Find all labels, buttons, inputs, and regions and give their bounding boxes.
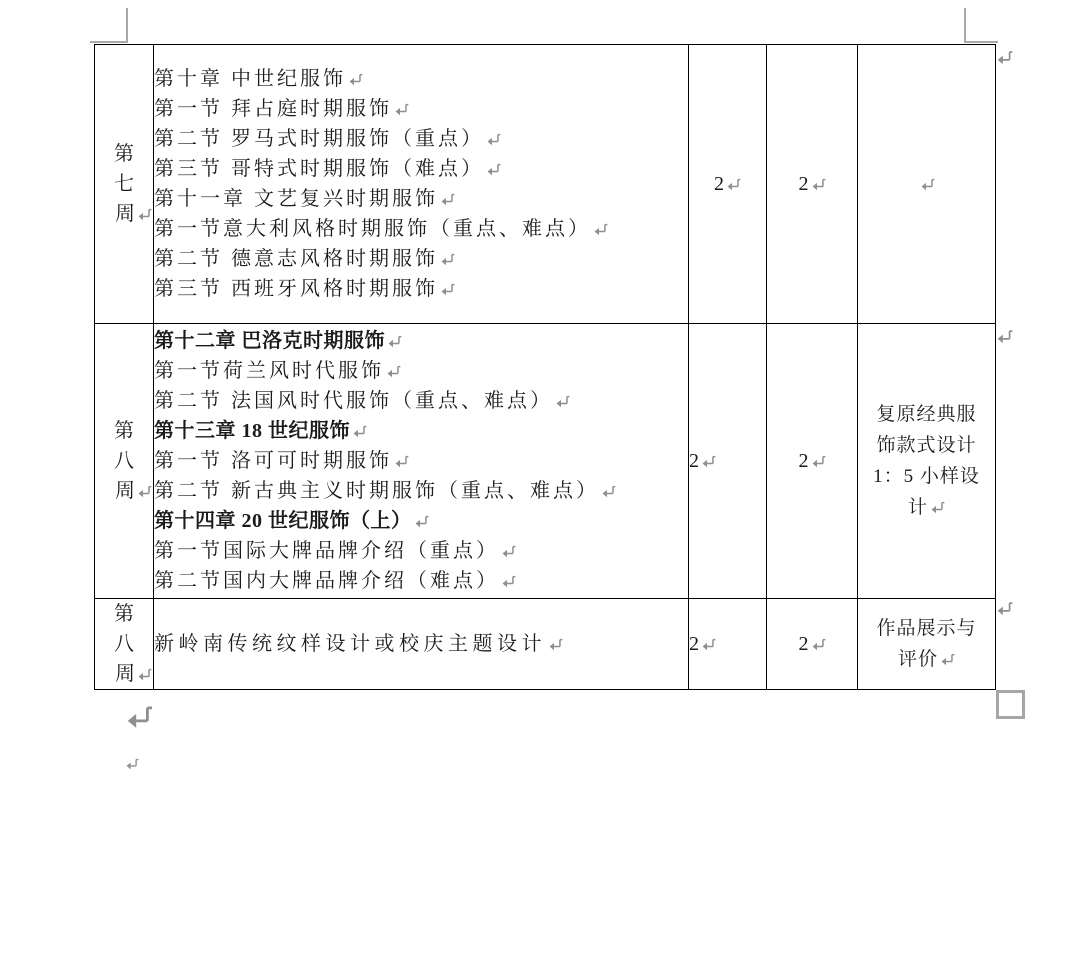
hours-value: 2 [798, 172, 809, 195]
content-line-text: 第十四章 20 世纪服饰（上） [154, 510, 412, 532]
content-line-text: 第一节意大利风格时期服饰（重点、难点） [154, 218, 591, 240]
pilcrow-icon [930, 501, 945, 514]
pilcrow-icon [137, 208, 152, 221]
content-line [154, 536, 688, 566]
content-line-text: 第三节 哥特式时期服饰（难点） [154, 158, 484, 180]
week-char: 八 [114, 450, 134, 472]
row-end-pilcrow-icon [996, 50, 1013, 65]
pilcrow-icon [601, 485, 616, 498]
pilcrow-icon [940, 653, 955, 666]
pilcrow-icon [593, 223, 608, 236]
hours-col-a-cell[interactable] [689, 324, 767, 599]
note-cell[interactable] [858, 324, 996, 599]
content-line-text: 第十二章 巴洛克时期服饰 [154, 330, 385, 352]
week-char: 周 [115, 663, 135, 685]
hours-col-b-cell[interactable] [767, 324, 858, 599]
content-line [154, 64, 688, 94]
content-line [154, 244, 688, 274]
content-line [154, 386, 688, 416]
course-schedule-table [94, 44, 996, 690]
content-line [154, 356, 688, 386]
content-line-text: 第一节国际大牌品牌介绍（重点） [154, 540, 499, 562]
row-end-pilcrow-icon [996, 329, 1013, 344]
week-char: 八 [114, 633, 134, 655]
pilcrow-icon [501, 545, 516, 558]
margin-crop-mark-top-left-horizontal [90, 41, 128, 43]
content-line [154, 629, 688, 659]
pilcrow-icon [996, 329, 1013, 344]
hours-value: 2 [689, 632, 699, 655]
pilcrow-icon [811, 178, 826, 191]
pilcrow-icon [125, 704, 153, 730]
content-cell[interactable] [154, 599, 689, 690]
pilcrow-icon [352, 425, 367, 438]
content-line [154, 274, 688, 304]
content-line-text: 新岭南传统纹样设计或校庆主题设计 [154, 633, 546, 655]
content-line [154, 154, 688, 184]
margin-crop-mark-top-right-vertical [964, 8, 966, 43]
pilcrow-icon [811, 455, 826, 468]
pilcrow-icon [137, 485, 152, 498]
pilcrow-icon [555, 395, 570, 408]
content-line [154, 326, 688, 356]
note-line-text: 饰款式设计 [876, 435, 977, 456]
week-char: 周 [115, 203, 135, 225]
week-cell[interactable] [95, 45, 154, 324]
pilcrow-icon [440, 283, 455, 296]
content-line [154, 214, 688, 244]
table-row [95, 599, 996, 690]
pilcrow-icon [920, 178, 935, 191]
pilcrow-icon [125, 758, 139, 770]
content-line-text: 第一节 洛可可时期服饰 [154, 450, 392, 472]
content-line-text: 第二节 德意志风格时期服饰 [154, 248, 438, 270]
content-line [154, 184, 688, 214]
note-cell[interactable] [858, 599, 996, 690]
hours-value: 2 [689, 449, 699, 472]
note-line [858, 492, 995, 523]
pilcrow-icon [348, 73, 363, 86]
week-cell[interactable] [95, 599, 154, 690]
hours-value: 2 [798, 449, 809, 472]
note-line [858, 399, 995, 430]
note-line-text: 1：5 小样设 [873, 466, 980, 487]
pilcrow-icon [387, 335, 402, 348]
margin-crop-mark-top-left-vertical [126, 8, 128, 43]
note-line [858, 613, 995, 644]
content-line [154, 476, 688, 506]
note-cell[interactable] [858, 45, 996, 324]
row-end-pilcrow-icon [996, 601, 1013, 616]
hours-value: 2 [714, 172, 724, 195]
hours-value: 2 [798, 632, 809, 655]
pilcrow-icon [486, 163, 501, 176]
paragraph-mark-small-icon [125, 756, 139, 768]
week-char: 第 [114, 603, 134, 625]
note-line-empty [858, 169, 995, 200]
margin-crop-mark-top-right-horizontal [964, 41, 998, 43]
content-line [154, 124, 688, 154]
pilcrow-icon [440, 193, 455, 206]
hours-col-b-cell[interactable] [767, 45, 858, 324]
hours-col-b-cell[interactable] [767, 599, 858, 690]
note-line [858, 461, 995, 492]
pilcrow-icon [996, 601, 1013, 616]
hours-col-a-cell[interactable] [689, 45, 767, 324]
week-char: 周 [115, 480, 135, 502]
note-line-text: 复原经典服 [876, 404, 977, 425]
hours-col-a-cell[interactable] [689, 599, 767, 690]
content-line-text: 第三节 西班牙风格时期服饰 [154, 278, 438, 300]
note-line-text: 作品展示与 [876, 618, 977, 639]
content-line-text: 第二节 法国风时代服饰（重点、难点） [154, 390, 553, 412]
pilcrow-icon [501, 575, 516, 588]
pilcrow-icon [386, 365, 401, 378]
content-cell[interactable] [154, 45, 689, 324]
content-line [154, 506, 688, 536]
content-line-text: 第一节荷兰风时代服饰 [154, 360, 384, 382]
paragraph-mark-large-icon [125, 704, 153, 730]
schedule-table-body [95, 45, 996, 690]
pilcrow-icon [996, 50, 1013, 65]
content-line-text: 第十三章 18 世纪服饰 [154, 420, 350, 442]
content-line [154, 446, 688, 476]
note-line-text: 评价 [897, 649, 938, 670]
content-line [154, 566, 688, 596]
pilcrow-icon [394, 103, 409, 116]
pilcrow-icon [701, 455, 716, 468]
note-line [858, 644, 995, 675]
pilcrow-icon [414, 515, 429, 528]
pilcrow-icon [548, 638, 563, 651]
pilcrow-icon [394, 455, 409, 468]
pilcrow-icon [137, 668, 152, 681]
content-line [154, 416, 688, 446]
pilcrow-icon [701, 638, 716, 651]
week-cell[interactable] [95, 324, 154, 599]
pilcrow-icon [726, 178, 741, 191]
content-line-text: 第二节 新古典主义时期服饰（重点、难点） [154, 480, 599, 502]
week-char: 第 [114, 143, 134, 165]
content-line-text: 第二节国内大牌品牌介绍（难点） [154, 570, 499, 592]
content-line-text: 第一节 拜占庭时期服饰 [154, 98, 392, 120]
content-line-text: 第二节 罗马式时期服饰（重点） [154, 128, 484, 150]
table-resize-handle[interactable] [996, 690, 1025, 719]
content-line [154, 94, 688, 124]
table-row [95, 324, 996, 599]
week-char: 七 [114, 173, 134, 195]
pilcrow-icon [811, 638, 826, 651]
pilcrow-icon [486, 133, 501, 146]
content-line-text: 第十章 中世纪服饰 [154, 68, 346, 90]
week-char: 第 [114, 420, 134, 442]
pilcrow-icon [440, 253, 455, 266]
content-line-text: 第十一章 文艺复兴时期服饰 [154, 188, 438, 210]
note-line [858, 430, 995, 461]
note-line-text: 计 [907, 497, 928, 518]
content-cell[interactable] [154, 324, 689, 599]
table-row [95, 45, 996, 324]
